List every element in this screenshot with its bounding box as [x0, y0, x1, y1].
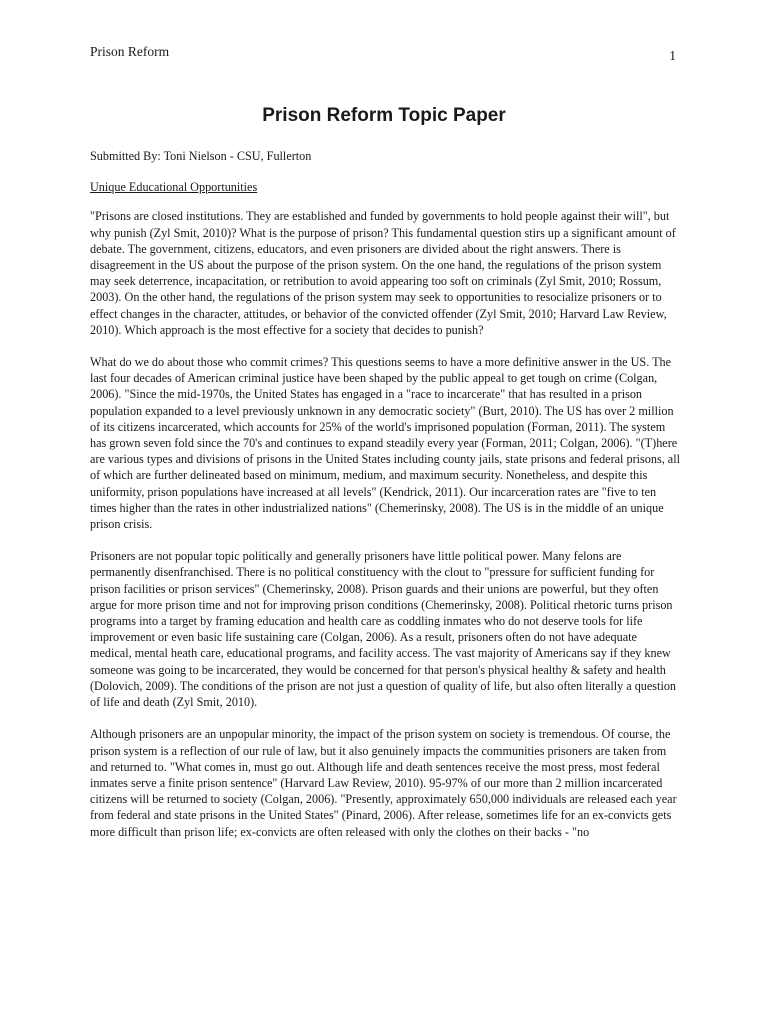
document-body [90, 148, 680, 856]
paragraph-1: "Prisons are closed institutions. They are established and funded by governments to hold people against their will", but why punish (Zyl Smit, 2010)? What is the purpose of prison? This fundamental question stirs up a significant amount of debate. The government, citizens, educators, and even prisoners are divided about the right answers. There is disagreement in the US about the purpose of the prison system. On the one hand, the regulations of the prison system may seek deterrence, incapacitation, or retribution to avoid appearing too soft on criminals (Zyl Smit, 2010; Rossum, 2003). On the other hand, the regulations of the prison system may seek to opportunities to resocialize prisoners or to effect changes in the character, attitudes, or behavior of the convicted offender (Zyl Smit, 2010; Harvard Law Review, 2010). Which approach is the most effective for a society that decides to punish? [90, 209, 676, 337]
page-number: 1 [669, 48, 676, 63]
submitted-by: Submitted By: Toni Nielson - CSU, Fullerton [90, 149, 312, 163]
paragraph-2: What do we do about those who commit crimes? This questions seems to have a more definitive answer in the US. The last four decades of American criminal justice have been shaped by the public appeal to get tough on crime (Colgan, 2006). "Since the mid-1970s, the United States has engaged in a "race to incarcerate" that has resulted in a prison population expanded to a level previously unknown in any democratic society" (Burt, 2010). The US has over 2 million of its citizens incarcerated, which accounts for 25% of the world's imprisoned population (Forman, 2011). The system has grown seven fold since the 70's and continues to expand steadily every year (Forman, 2011; Colgan, 2006). "(T)here are various types and divisions of prisons in the United States including county jails, state prisons and federal prisons, all of which are further delineated based on minimum, medium, and maximum security. Nonetheless, and despite this uniformity, prison populations have increased at all levels" (Kendrick, 2011). Our incarceration rates are "five to ten times higher than the rates in other industrialized nations" (Chemerinsky, 2008). The US is in the middle of an unique prison crisis. [90, 355, 680, 532]
section-heading: Unique Educational Opportunities [90, 180, 258, 195]
page-title: Prison Reform Topic Paper [262, 105, 506, 126]
paragraph-3: Prisoners are not popular topic politically and generally prisoners have little political power. Many felons are permanently disenfranchised. There is no political constituency with the clout to "pressure for sufficient funding for prison facilities or prison services" (Chemerinsky, 2008). Prison guards and their unions are powerful, but they often argue for more prison time and not for improving prison conditions (Chemerinsky, 2008). Political rhetoric turns prison programs into a target by framing education and health care as coddling inmates who do not deserve tools for life improvement or even basic life sustaining care (Colgan, 2006). As a result, prisoners often do not have adequate medical, mental heath care, educational programs, and facility access. The vast majority of Americans say if they knew someone was going to be incarcerated, they would be concerned for that person's physical healthy & safety and health (Dolovich, 2009). The conditions of the prison are not just a question of quality of life, but also often literally a question of life and death (Zyl Smit, 2010). [90, 549, 677, 710]
running-header: Prison Reform [90, 44, 170, 59]
paragraph-4: Although prisoners are an unpopular minority, the impact of the prison system on society is tremendous. Of course, the prison system is a reflection of our rule of law, but it also genuinely impacts the communities prisoners are taken from and returned to. "What comes in, must go out. Although life and death sentences receive the most press, most federal inmates serve a finite prison sentence" (Harvard Law Review, 2010). 95-97% of our more than 2 million incarcerated citizens will be returned to society (Colgan, 2006). "Presently, approximately 650,000 individuals are released each year from federal and state prisons in the United States" (Pinard, 2006). After release, sometimes life for an ex-convicts gets more difficult than prison life; ex-convicts are often released with only the clothes on their backs - "no [90, 727, 677, 839]
